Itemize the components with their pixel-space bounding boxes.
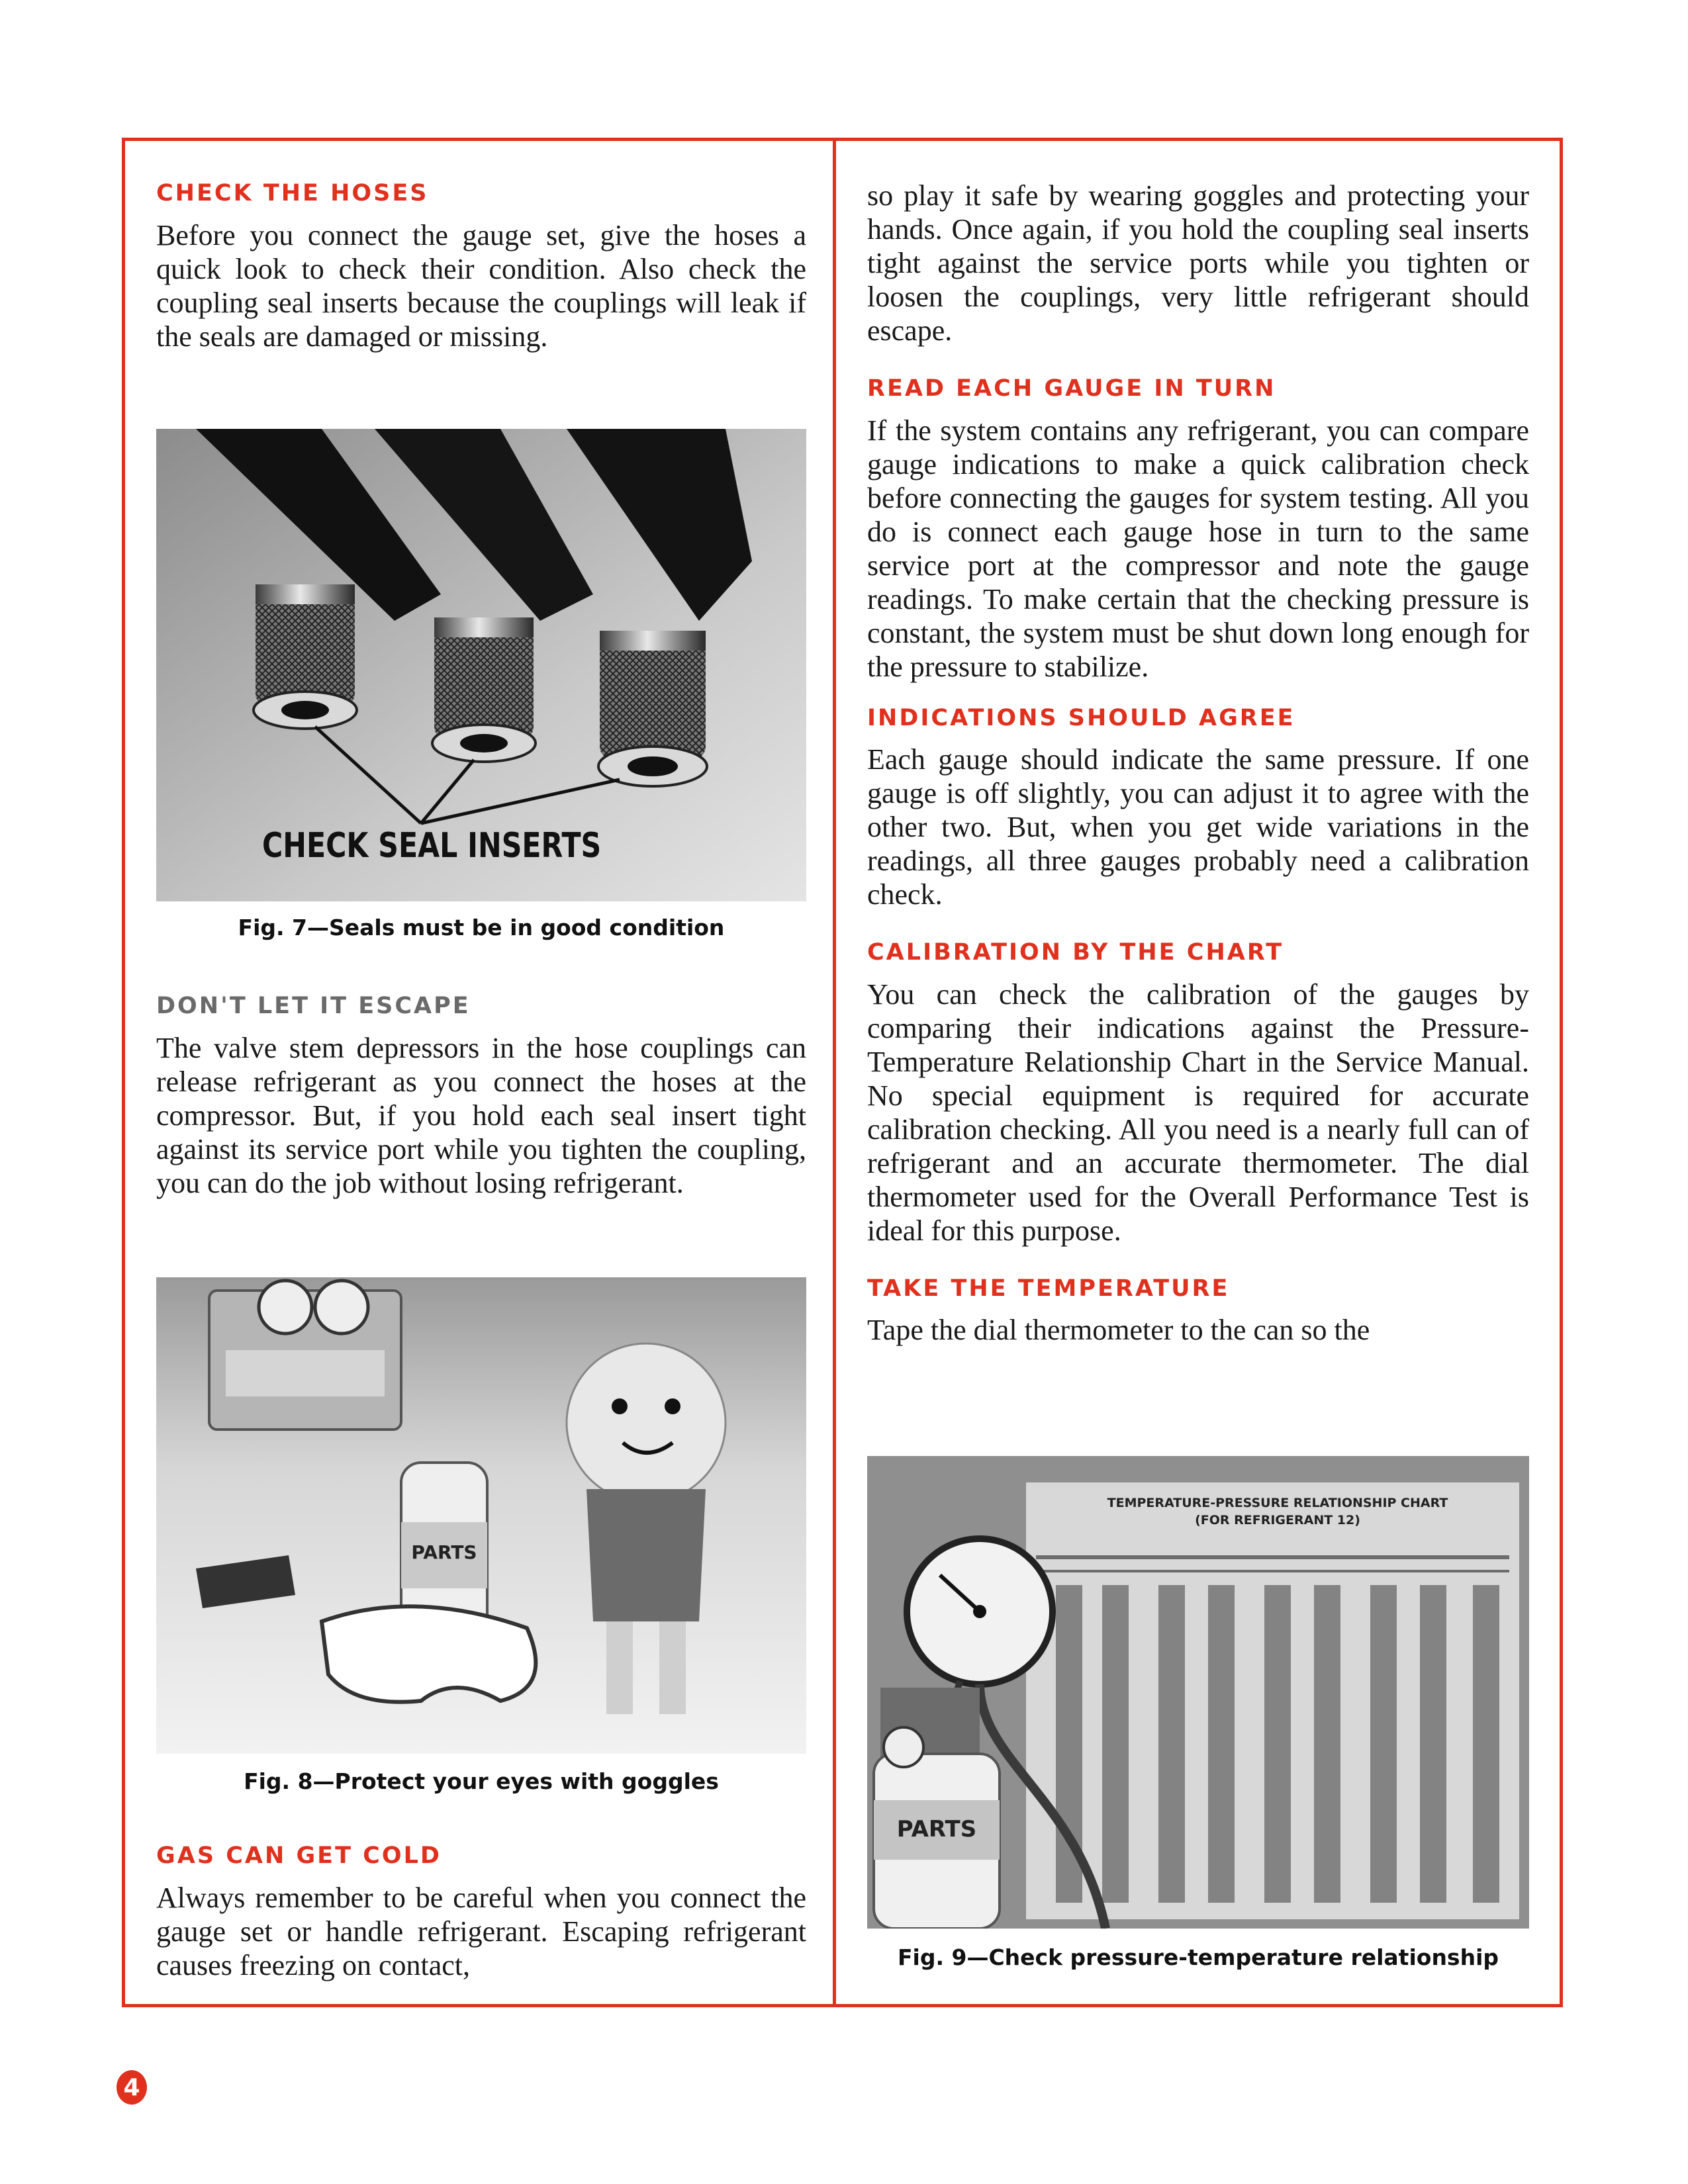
svg-text:PARTS: PARTS (896, 1816, 977, 1843)
section-text-read-each-gauge: If the system contains any refrigerant, you can compare gauge indications to make a quick calibration check before connecting the gauges for system testing. All you do is connect each gauge hose in turn to the same service port at the compressor and note the gauge readings. To make certain that the checking pressure is constant, the system must be shut down long enough for the pressure to stabilize. (867, 414, 1529, 683)
goggles-illustration (156, 1277, 806, 1754)
section-heading-read-each-gauge: READ EACH GAUGE IN TURN (867, 375, 1276, 402)
section-heading-take-temperature: TAKE THE TEMPERATURE (867, 1275, 1230, 1302)
section-text-gas-can-get-cold: Always remember to be careful when you connect the gauge set or handle refrigerant. Escaping refrigerant causes freezing on contact, (156, 1881, 806, 1981)
section-text-check-hoses: Before you connect the gauge set, give the hoses a quick look to check their condition. Also check the coupling seal inserts because the couplings will leak if the seals are damaged or missing. (156, 218, 806, 353)
left-column-section-3 (156, 1841, 806, 1982)
figure-7 (156, 429, 806, 945)
chart-title: TEMPERATURE-PRESSURE RELATIONSHIP CHART (1107, 1496, 1448, 1510)
section-heading-gas-can-get-cold: GAS CAN GET COLD (156, 1843, 442, 1869)
section-heading-calibration-chart: CALIBRATION BY THE CHART (867, 939, 1284, 966)
right-intro-text: so play it safe by wearing goggles and protecting your hands. Once again, if you hold the coupling seal inserts tight against the service ports while you tighten or loosen the couplings, very little refrigerant should escape. (867, 179, 1529, 347)
check-seal-inserts-callout: CHECK SEAL INSERTS (262, 826, 602, 866)
figure-7-caption: Fig. 7—Seals must be in good condition (238, 915, 725, 940)
page-number-badge: 4 (117, 2070, 147, 2105)
goggles-photo (156, 1277, 806, 1754)
chart-subtitle: (FOR REFRIGERANT 12) (1195, 1513, 1360, 1527)
svg-text:PARTS: PARTS (411, 1541, 477, 1563)
figure-9 (867, 1456, 1529, 1985)
section-heading-indications-agree: INDICATIONS SHOULD AGREE (867, 704, 1295, 731)
right-column (867, 179, 1529, 1347)
column-divider (833, 138, 836, 2007)
figure-8 (156, 1277, 806, 1800)
section-heading-dont-let-it-escape: DON'T LET IT ESCAPE (156, 993, 471, 1019)
section-text-indications-agree: Each gauge should indicate the same pressure. If one gauge is off slightly, you can adjust it to agree with the other two. But, when you get wide variations in the readings, all three gauges probably need a calibration check. (867, 743, 1529, 911)
section-heading-check-hoses: CHECK THE HOSES (156, 180, 429, 206)
left-column-section-2 (156, 991, 806, 1200)
figure-9-caption: Fig. 9—Check pressure-temperature relationship (897, 1944, 1499, 1970)
section-text-take-temperature: Tape the dial thermometer to the can so the (867, 1314, 1370, 1346)
left-column (156, 179, 806, 353)
pressure-temperature-photo (867, 1456, 1529, 1929)
section-text-dont-let-it-escape: The valve stem depressors in the hose couplings can release refrigerant as you connect the hoses at the compressor. But, if you hold each seal insert tight against its service port while you tighten the coupling, you can do the job without losing refrigerant. (156, 1031, 806, 1199)
hose-couplings-photo (156, 429, 806, 901)
section-text-calibration-chart: You can check the calibration of the gauges by comparing their indications against the Pressure-Temperature Relationship Chart in the Service Manual. No special equipment is required for accurate calibration checking. All you need is a nearly full can of refrigerant and an accurate thermometer. The dial thermometer used for the Overall Performance Test is ideal for this purpose. (867, 978, 1529, 1247)
figure-8-caption: Fig. 8—Protect your eyes with goggles (244, 1768, 719, 1794)
